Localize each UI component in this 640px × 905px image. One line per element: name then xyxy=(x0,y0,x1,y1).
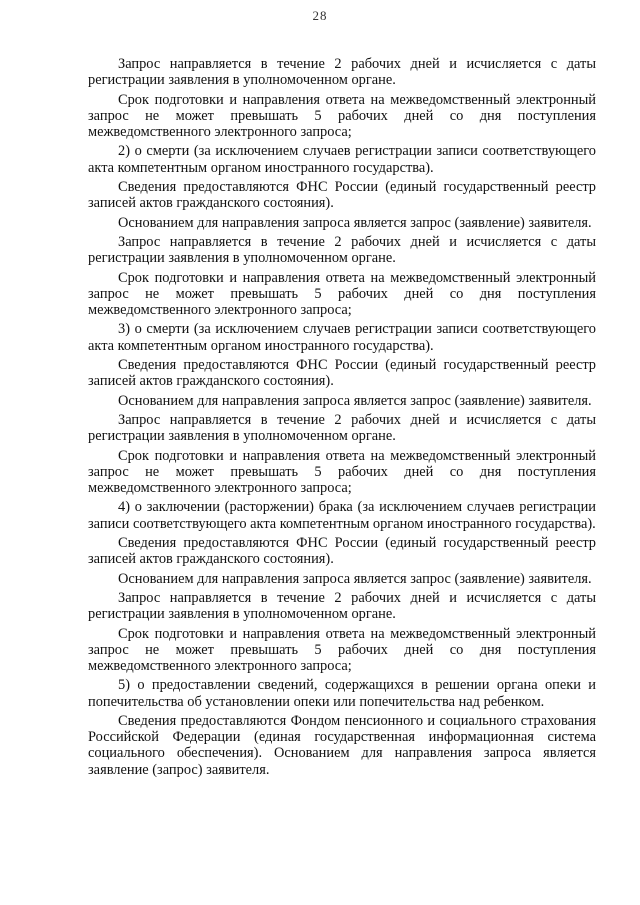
paragraph: Запрос направляется в течение 2 рабочих дней и исчисляется с даты регистрации заявления в уполномоченном органе. xyxy=(88,411,596,445)
paragraph: Сведения предоставляются ФНС России (единый государственный реестр записей актов гражданского состояния). xyxy=(88,534,596,568)
page-number: 28 xyxy=(312,8,328,23)
paragraph: Основанием для направления запроса является запрос (заявление) заявителя. xyxy=(118,392,592,409)
paragraph: 4) о заключении (расторжении) брака (за исключением случаев регистрации записи соответствующего акта компетентным органом иностранного государства). xyxy=(88,499,596,532)
paragraph: Срок подготовки и направления ответа на межведомственный электронный запрос не может превышать 5 рабочих дней со дня поступления межведомственного электронного запроса; xyxy=(88,269,596,318)
paragraph: 5) о предоставлении сведений, содержащихся в решении органа опеки и попечительства об установлении опеки или попечительства над ребенком. xyxy=(88,677,596,710)
paragraph: 2) о смерти (за исключением случаев регистрации записи соответствующего акта компетентным органом иностранного государства). xyxy=(88,143,596,176)
paragraph: Запрос направляется в течение 2 рабочих дней и исчисляется с даты регистрации заявления в уполномоченном органе. xyxy=(88,233,596,267)
paragraph: Запрос направляется в течение 2 рабочих дней и исчисляется с даты регистрации заявления в уполномоченном органе. xyxy=(88,589,596,623)
document-body xyxy=(88,56,596,781)
paragraph: Срок подготовки и направления ответа на межведомственный электронный запрос не может превышать 5 рабочих дней со дня поступления межведомственного электронного запроса; xyxy=(88,91,596,140)
paragraph: Запрос направляется в течение 2 рабочих дней и исчисляется с даты регистрации заявления в уполномоченном органе. xyxy=(88,56,596,89)
paragraph: Основанием для направления запроса является запрос (заявление) заявителя. xyxy=(118,214,592,231)
paragraph: 3) о смерти (за исключением случаев регистрации записи соответствующего акта компетентным органом иностранного государства). xyxy=(88,321,596,354)
paragraph: Сведения предоставляются Фондом пенсионного и социального страхования Российской Федерации (единая государственная информационная система социального обеспечения). Основанием для направления запроса является заявление (запрос) заявителя. xyxy=(88,712,596,778)
paragraph: Сведения предоставляются ФНС России (единый государственный реестр записей актов гражданского состояния). xyxy=(88,356,596,390)
paragraph: Сведения предоставляются ФНС России (единый государственный реестр записей актов гражданского состояния). xyxy=(88,178,596,212)
paragraph: Срок подготовки и направления ответа на межведомственный электронный запрос не может превышать 5 рабочих дней со дня поступления межведомственного электронного запроса; xyxy=(88,625,596,674)
paragraph: Срок подготовки и направления ответа на межведомственный электронный запрос не может превышать 5 рабочих дней со дня поступления межведомственного электронного запроса; xyxy=(88,447,596,496)
paragraph: Основанием для направления запроса является запрос (заявление) заявителя. xyxy=(118,570,592,587)
